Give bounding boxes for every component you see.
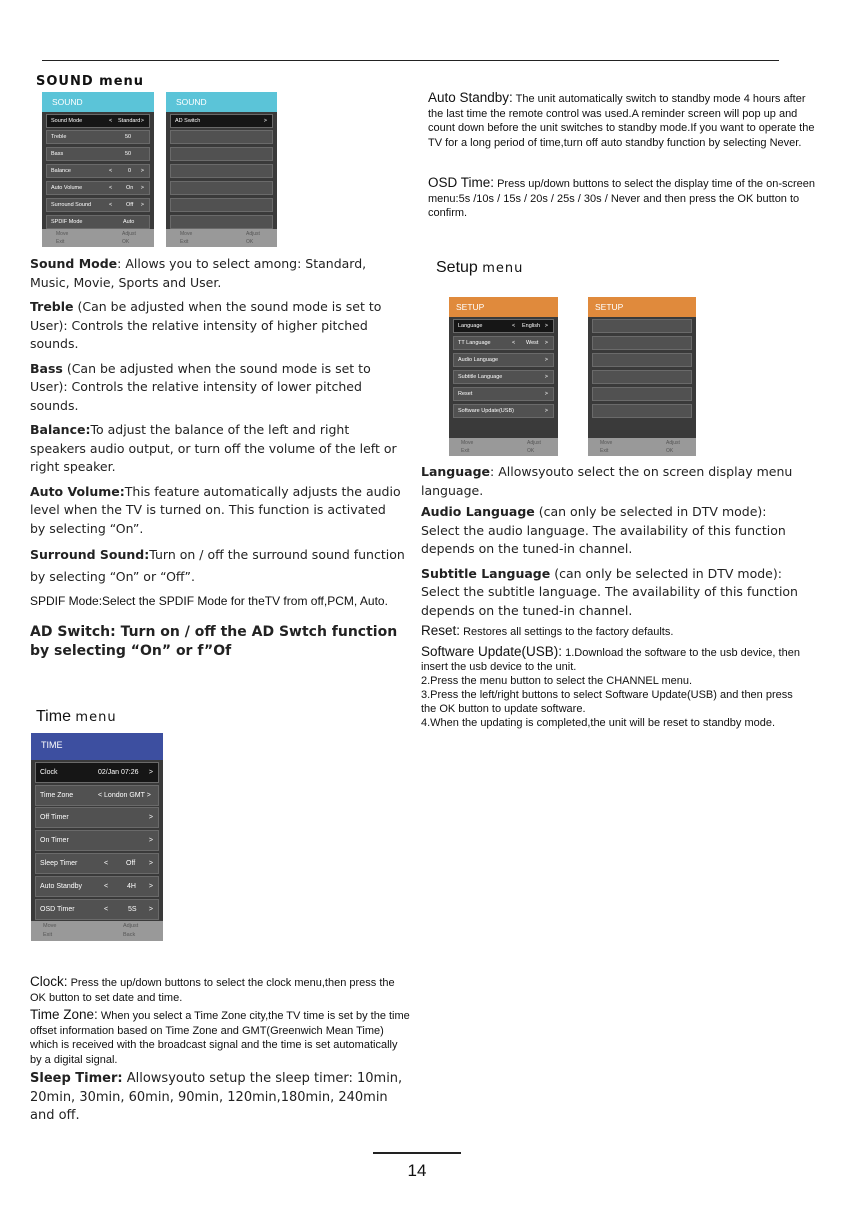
sound-descriptions <box>30 255 405 661</box>
language-desc: Language: Allowsyouto select the on screen display menu language. <box>421 464 793 498</box>
tt-language-row[interactable]: TT Language < West > <box>453 336 554 350</box>
empty-row <box>170 198 273 212</box>
balance-row[interactable]: Balance < 0 > <box>46 164 150 178</box>
bass-row[interactable]: Bass 50 <box>46 147 150 161</box>
page-number: 14 <box>407 1161 427 1180</box>
treble-desc: Treble (Can be adjusted when the sound mode is set to User): Controls the relative intensity of higher pitched sounds. <box>30 299 382 351</box>
reset-row[interactable]: Reset > <box>453 387 554 401</box>
software-update-desc: Software Update(USB): 1.Download the software to the usb device, then insert the usb device to the unit. 2.Press the menu button to select the CHANNEL menu. 3.Press the left/right buttons to select Software Update(USB) and then press the OK button to update software. 4.When the updating is completed,the unit will be reset to standby mode. <box>421 643 800 729</box>
spdif-desc: SPDIF Mode:Select the SPDIF Mode for theTV from off,PCM, Auto. <box>30 594 388 608</box>
empty-row <box>592 370 692 384</box>
empty-row <box>170 181 273 195</box>
sound-menu-panel-ad <box>166 92 277 247</box>
time-panel-title: TIME <box>31 733 163 760</box>
osd-time-desc: OSD Time: Press up/down buttons to select the display time of the on-screen menu:5s /10s / 15s / 20s / 25s / 30s / Never and then press the OK button to confirm. <box>428 175 816 219</box>
sound-panel2-title: SOUND <box>166 92 277 112</box>
time-panel-footer: Move Adjust Exit Back <box>31 921 163 941</box>
audio-language-row[interactable]: Audio Language > <box>453 353 554 367</box>
language-row[interactable]: Language < English > <box>453 319 554 333</box>
balance-desc: Balance:To adjust the balance of the left and right speakers audio output, or turn off the volume of the left or right speaker. <box>30 422 397 474</box>
auto-standby-row[interactable]: Auto Standby < 4H > <box>35 876 159 897</box>
time-zone-desc: Time Zone: When you select a Time Zone city,the TV time is set by the time offset information based on Time Zone and GMT(Greenwich Mean Time) which is received with the broadcast signal and the time is set automatically by a digital signal. <box>30 1007 410 1066</box>
sleep-timer-row[interactable]: Sleep Timer < Off > <box>35 853 159 874</box>
sound-panel-footer: Move Adjust Exit OK <box>42 229 154 247</box>
setup-panel-title: SETUP <box>449 297 558 317</box>
clock-row[interactable]: Clock 02/Jan 07:26 > <box>35 762 159 783</box>
bass-desc: Bass (Can be adjusted when the sound mode is set to User): Controls the relative intensity of lower pitched sounds. <box>30 360 371 413</box>
sound-mode-row[interactable]: Sound Mode < Standard > <box>46 114 150 128</box>
sleep-timer-desc: Sleep Timer: Allowsyouto setup the sleep timer: 10min, 20min, 30min, 60min, 90min, 120min,180min, 240min and off. <box>30 1071 403 1123</box>
time-menu-heading: Time menu <box>36 708 117 725</box>
treble-row[interactable]: Treble 50 <box>46 130 150 144</box>
top-rule <box>42 60 779 61</box>
surround-desc: Surround Sound:Turn on / off the surround sound function by selecting “On” or “Off”. <box>30 547 405 584</box>
software-update-row[interactable]: Software Update(USB) > <box>453 404 554 418</box>
time-descriptions <box>30 975 410 1126</box>
setup-panel2-footer: Move Adjust Exit OK <box>588 438 696 456</box>
reset-desc: Reset: Restores all settings to the factory defaults. <box>421 623 674 638</box>
subtitle-language-row[interactable]: Subtitle Language > <box>453 370 554 384</box>
clock-desc: Clock: Press the up/down buttons to select the clock menu,then press the OK button to set date and time. <box>30 974 395 1004</box>
empty-row <box>170 147 273 161</box>
setup-menu-panel <box>449 297 558 456</box>
time-menu-panel <box>31 733 163 941</box>
ad-switch-desc: AD Switch: Turn on / off the AD Swtch function by selecting “On” or f”Of <box>30 624 398 659</box>
setup-menu-panel-2 <box>588 297 696 456</box>
on-timer-row[interactable]: On Timer > <box>35 830 159 851</box>
auto-volume-desc: Auto Volume:This feature automatically adjusts the audio level when the TV is turned on. This function is activated by selecting “On”. <box>30 483 401 536</box>
setup-panel2-title: SETUP <box>588 297 696 317</box>
time-zone-row[interactable]: Time Zone < London GMT > <box>35 785 159 806</box>
sound-menu-panel <box>42 92 154 247</box>
ad-switch-row[interactable]: AD Switch > <box>170 114 273 128</box>
page-number-rule <box>373 1152 461 1154</box>
audio-language-desc: Audio Language (can only be selected in DTV mode): Select the audio language. The availability of this function depends on the tuned-in channel. <box>421 504 786 556</box>
sound-menu-heading: SOUND menu <box>36 74 145 89</box>
empty-row <box>592 336 692 350</box>
empty-row <box>170 130 273 144</box>
subtitle-language-desc: Subtitle Language (can only be selected in DTV mode): Select the subtitle language. The availability of this function depends on the tuned-in channel. <box>421 565 798 618</box>
empty-row <box>170 215 273 229</box>
sound-panel-title: SOUND <box>42 92 154 112</box>
auto-standby-desc: Auto Standby: The unit automatically switch to standby mode 4 hours after the last time the remote control was used.A reminder screen will pop up and count down before the unit switches to standby mode.If you want to operate the TV for a long period of time,turn off auto standby function by selecting Never. <box>428 90 815 149</box>
spdif-mode-row[interactable]: SPDIF Mode Auto <box>46 215 150 229</box>
setup-menu-heading: Setup menu <box>436 259 524 276</box>
empty-row <box>592 387 692 401</box>
setup-descriptions <box>421 463 806 730</box>
setup-panel-footer: Move Adjust Exit OK <box>449 438 558 456</box>
empty-row <box>592 353 692 367</box>
auto-volume-row[interactable]: Auto Volume < On > <box>46 181 150 195</box>
sound-mode-desc: Sound Mode: Allows you to select among: Standard, Music, Movie, Sports and User. <box>30 256 367 290</box>
sound-panel2-footer: Move Adjust Exit OK <box>166 229 277 247</box>
empty-row <box>170 164 273 178</box>
off-timer-row[interactable]: Off Timer > <box>35 807 159 828</box>
empty-row <box>592 319 692 333</box>
empty-row <box>592 404 692 418</box>
osd-timer-row[interactable]: OSD Timer < 5S > <box>35 899 159 920</box>
surround-sound-row[interactable]: Surround Sound < Off > <box>46 198 150 212</box>
